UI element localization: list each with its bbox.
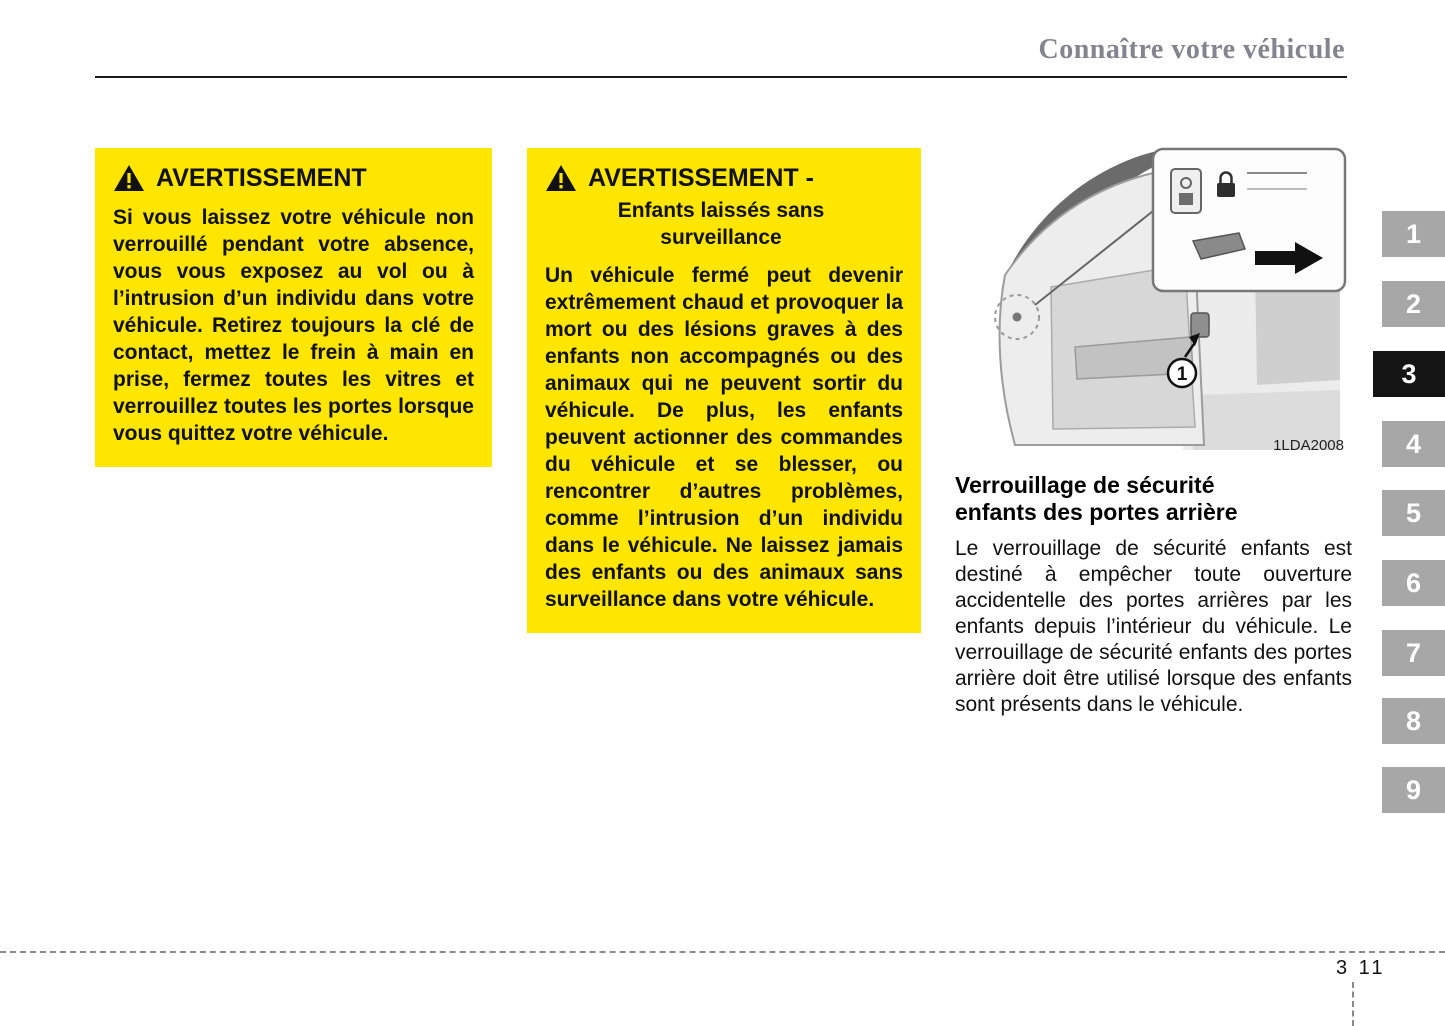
warning-header: [545, 164, 903, 193]
door-illustration: [955, 145, 1352, 458]
page-number: 3 11: [1336, 957, 1386, 979]
warning-subtitle: Enfants laissés sans surveillance: [617, 199, 825, 249]
chapter-title: Connaître votre véhicule: [1038, 34, 1345, 65]
chapter-tab-4: 4: [1382, 421, 1445, 467]
chapter-tab-8: 8: [1382, 698, 1445, 744]
warning-body: Si vous laissez votre véhicule non verrouillé pendant votre absence, vous vous exposez au vol ou à l’intrusion d’un individu dans votre véhicule. Retirez toujours la clé de contact, mettez le frein à main en prise, fermez toutes les vitres et verrouillez toutes les portes lorsque vous quittez votre véhicule.: [113, 206, 474, 445]
section-heading: Verrouillage de sécurité enfants des portes arrière: [955, 472, 1238, 525]
right-column: [955, 145, 1352, 718]
warning-header: [113, 164, 474, 193]
chapter-tab-9: 9: [1382, 767, 1445, 813]
warning-title: AVERTISSEMENT: [156, 163, 367, 192]
chapter-tab-1: 1: [1382, 211, 1445, 257]
chapter-tab-2: 2: [1382, 281, 1445, 327]
warning-triangle-icon: [113, 164, 145, 193]
warning-box-theft: [95, 148, 492, 467]
footer-dashed-vertical: [1352, 982, 1354, 1026]
chapter-tab-6: 6: [1382, 560, 1445, 606]
warning-box-children: [527, 148, 921, 633]
section-body: Le verrouillage de sécurité enfants est destiné à empêcher toute ouverture accidentelle des portes arrières par les enfants depuis l’intérieur du véhicule. Le verrouillage de sécurité enfants des portes arrière doit être utilisé lorsque des enfants sont présents dans le véhicule.: [955, 537, 1352, 716]
warning-body: Un véhicule fermé peut devenir extrêmement chaud et provoquer la mort ou des lésions graves à des enfants non accompagnés ou des animaux qui ne peuvent sortir du véhicule. De plus, les enfants peuvent actionner des commandes du véhicule et se blesser, ou rencontrer d’autres problèmes, comme l’intrusion d’un individu dans le véhicule. Ne laissez jamais des enfants ou des animaux sans surveillance dans votre véhicule.: [545, 264, 903, 611]
chapter-tab-5: 5: [1382, 490, 1445, 536]
callout-1-label: 1: [1176, 364, 1188, 385]
header-rule: [95, 76, 1347, 78]
warning-triangle-icon: [545, 164, 577, 193]
chapter-tab-3-active: 3: [1373, 351, 1445, 397]
door-illustration-figure: [955, 145, 1352, 458]
chapter-tab-7: 7: [1382, 630, 1445, 676]
footer-dashed-line: [0, 951, 1445, 953]
figure-code: 1LDA2008: [1273, 437, 1344, 454]
warning-title: AVERTISSEMENT -: [588, 163, 814, 192]
